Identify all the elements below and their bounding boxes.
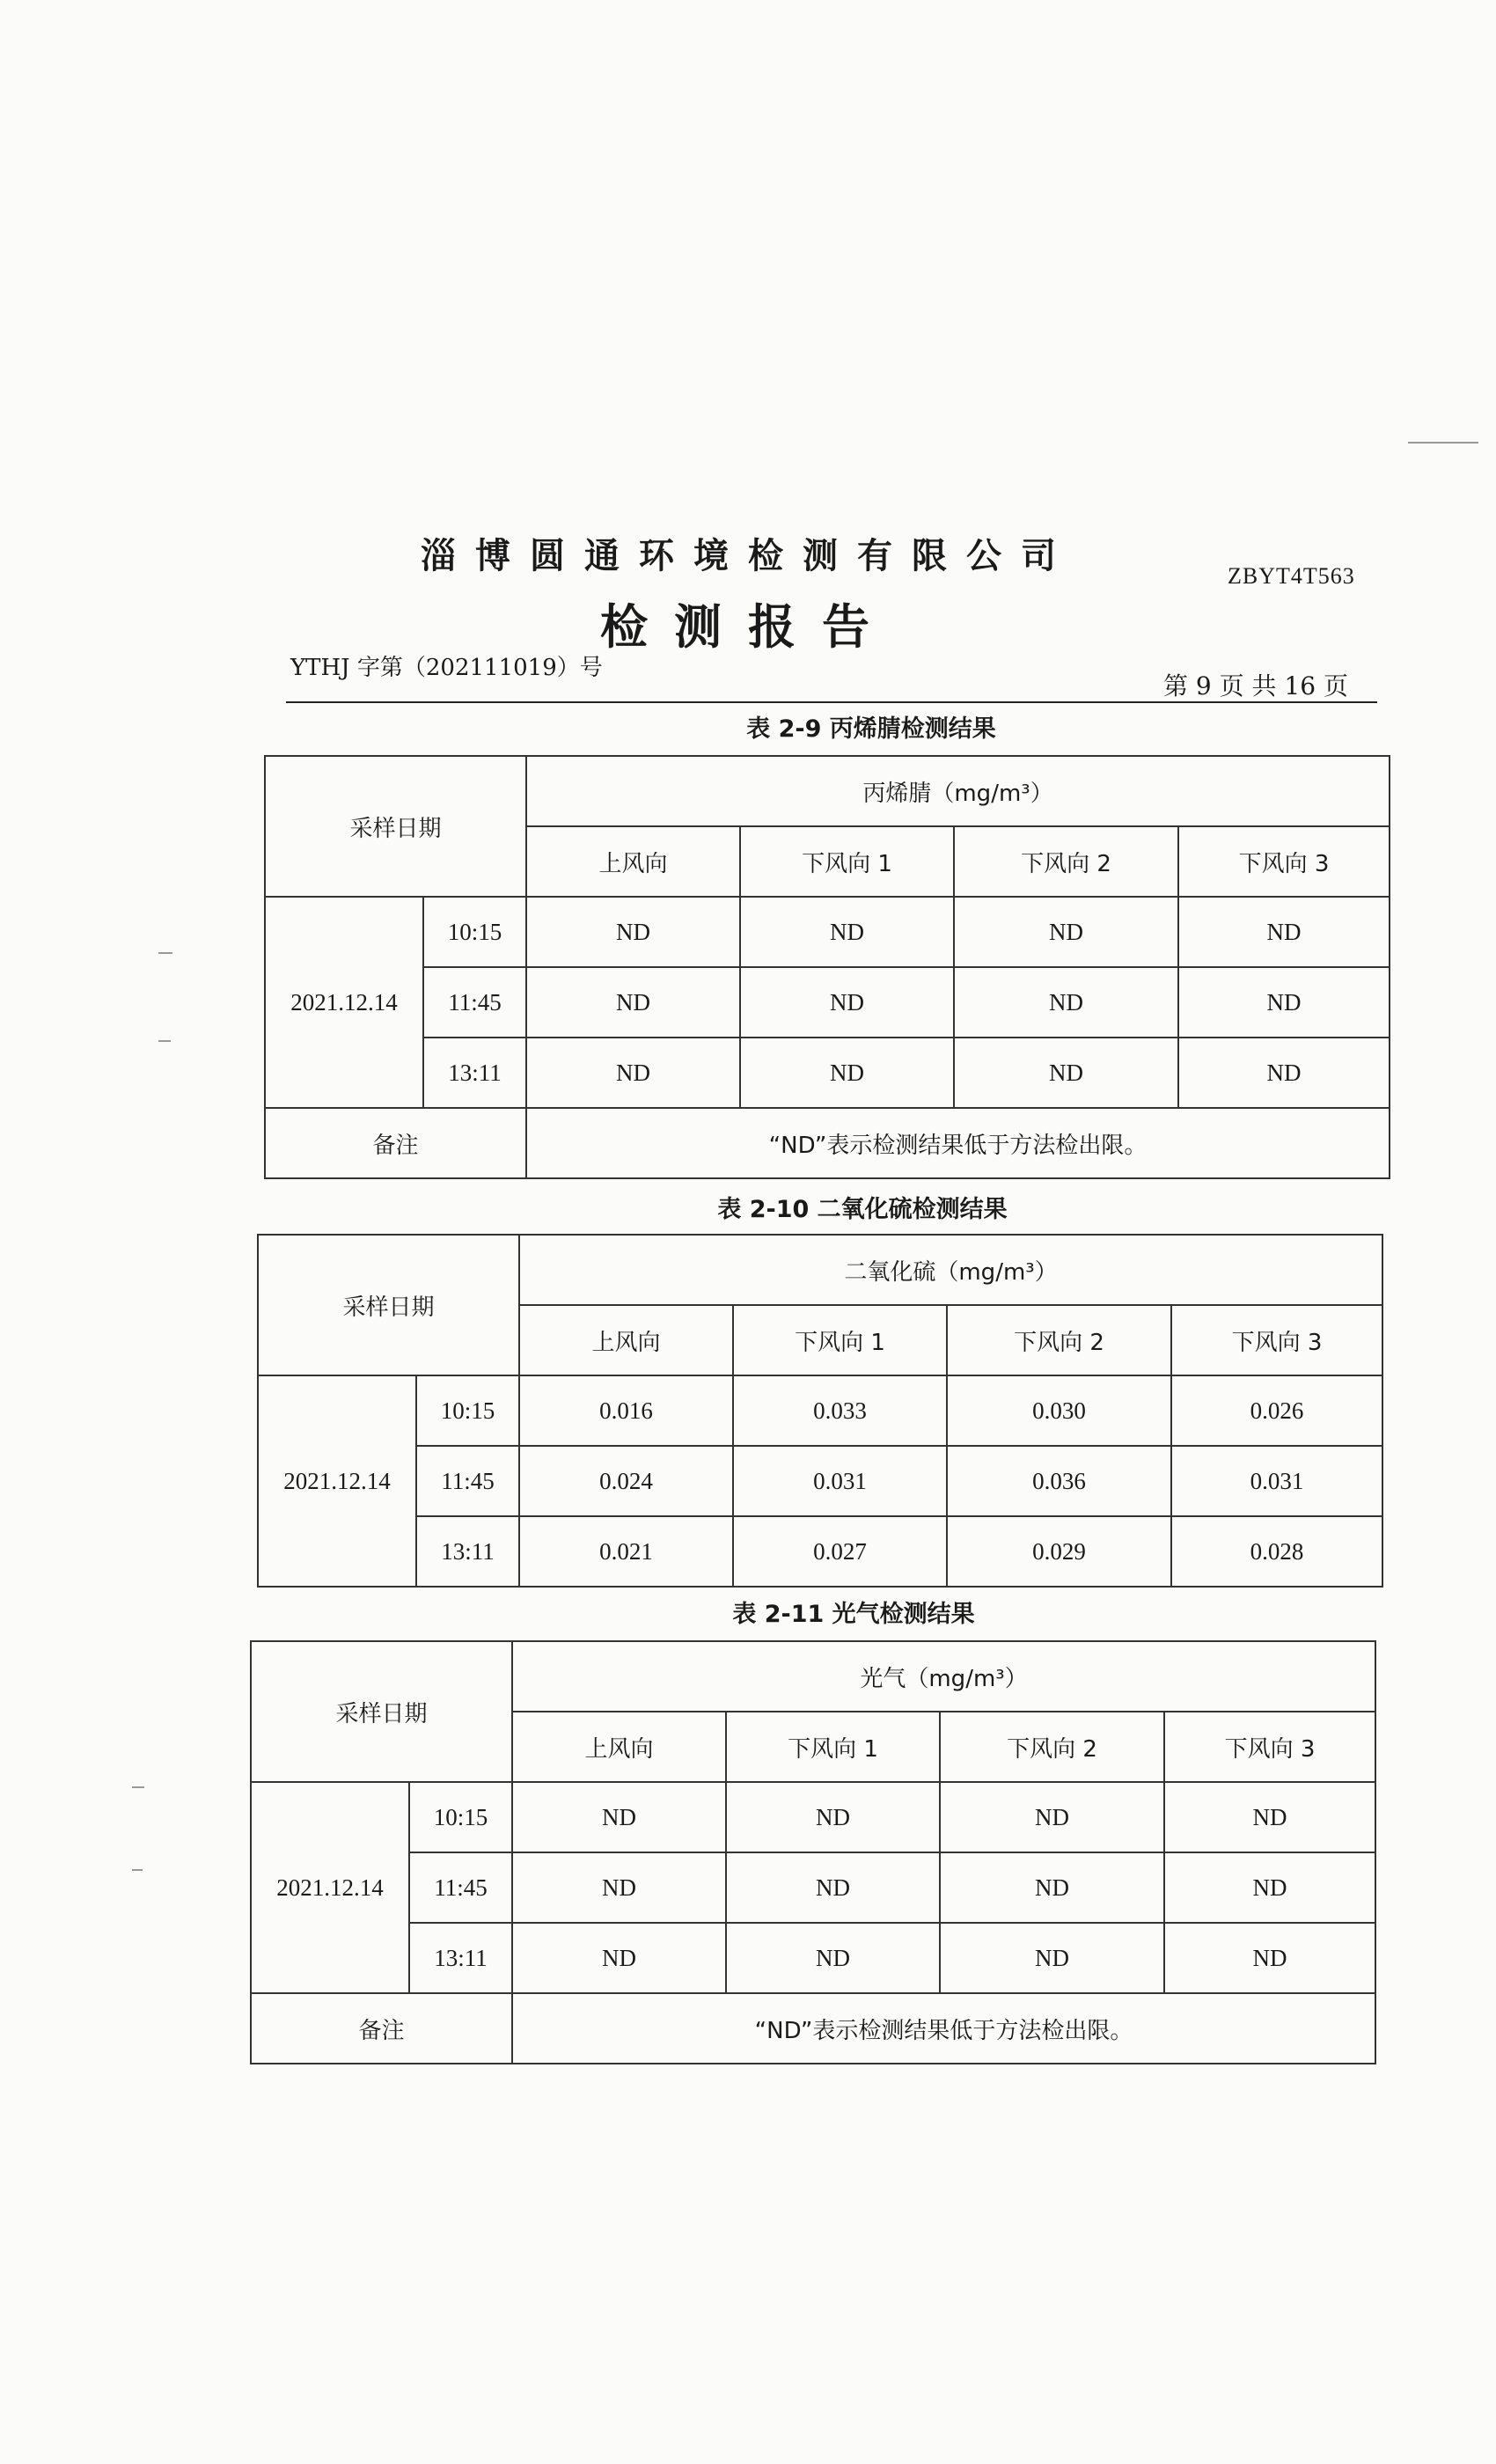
parameter-header: 丙烯腈（mg/m³）	[526, 756, 1390, 826]
note-text: “ND”表示检测结果低于方法检出限。	[512, 1993, 1375, 2064]
sample-time: 10:15	[409, 1782, 512, 1852]
note-label: 备注	[265, 1108, 526, 1178]
value-cell: ND	[1178, 897, 1390, 967]
value-cell: 0.026	[1171, 1375, 1382, 1446]
sample-time: 11:45	[423, 967, 526, 1038]
scan-mark	[132, 1869, 143, 1871]
value-cell: ND	[1164, 1852, 1375, 1923]
direction-header: 下风向 3	[1178, 826, 1390, 897]
value-cell: ND	[740, 967, 954, 1038]
direction-header: 下风向 1	[740, 826, 954, 897]
value-cell: ND	[954, 897, 1178, 967]
direction-header: 上风向	[526, 826, 740, 897]
company-name: 淄博圆通环境检测有限公司	[421, 536, 1075, 576]
header-rule	[286, 701, 1377, 703]
value-cell: ND	[526, 1038, 740, 1108]
scan-mark	[132, 1786, 144, 1788]
value-cell: ND	[940, 1782, 1164, 1852]
direction-header: 下风向 3	[1164, 1712, 1375, 1782]
table-row	[258, 1375, 1382, 1446]
table-row	[265, 1038, 1390, 1108]
table-row	[251, 1852, 1375, 1923]
table-caption: 表 2-9 丙烯腈检测结果	[746, 715, 996, 743]
date-header: 采样日期	[251, 1641, 512, 1782]
sample-date: 2021.12.14	[258, 1375, 416, 1587]
value-cell: ND	[526, 897, 740, 967]
value-cell: ND	[940, 1923, 1164, 1993]
note-row	[265, 1108, 1390, 1178]
direction-header: 上风向	[519, 1305, 733, 1375]
sample-time: 13:11	[423, 1038, 526, 1108]
value-cell: 0.029	[947, 1516, 1171, 1587]
table-row	[258, 1516, 1382, 1587]
direction-header: 下风向 1	[733, 1305, 947, 1375]
value-cell: ND	[954, 1038, 1178, 1108]
value-cell: 0.028	[1171, 1516, 1382, 1587]
report-title: 检测报告	[600, 599, 896, 655]
table-row	[251, 1923, 1375, 1993]
table-row	[265, 967, 1390, 1038]
value-cell: 0.036	[947, 1446, 1171, 1516]
note-label: 备注	[251, 1993, 512, 2064]
value-cell: ND	[954, 967, 1178, 1038]
direction-header: 下风向 2	[947, 1305, 1171, 1375]
result-table-acrylonitrile	[264, 755, 1390, 1179]
value-cell: ND	[512, 1782, 726, 1852]
sample-time: 10:15	[416, 1375, 519, 1446]
sample-date: 2021.12.14	[265, 897, 423, 1108]
value-cell: 0.031	[733, 1446, 947, 1516]
direction-header: 下风向 2	[940, 1712, 1164, 1782]
sample-time: 11:45	[416, 1446, 519, 1516]
value-cell: ND	[1178, 1038, 1390, 1108]
page-number: 第 9 页 共 16 页	[1163, 671, 1348, 700]
direction-header: 上风向	[512, 1712, 726, 1782]
note-row	[251, 1993, 1375, 2064]
report-code: ZBYT4T563	[1228, 563, 1355, 589]
result-table-sulfur-dioxide	[257, 1234, 1383, 1588]
result-table-phosgene	[250, 1640, 1376, 2064]
value-cell: ND	[726, 1923, 940, 1993]
value-cell: ND	[940, 1852, 1164, 1923]
direction-header: 下风向 2	[954, 826, 1178, 897]
scan-mark	[1408, 442, 1478, 444]
date-header: 采样日期	[258, 1235, 519, 1375]
value-cell: 0.030	[947, 1375, 1171, 1446]
parameter-header: 二氧化硫（mg/m³）	[519, 1235, 1382, 1305]
value-cell: ND	[726, 1852, 940, 1923]
value-cell: ND	[1164, 1923, 1375, 1993]
note-text: “ND”表示检测结果低于方法检出限。	[526, 1108, 1390, 1178]
parameter-header: 光气（mg/m³）	[512, 1641, 1375, 1712]
value-cell: ND	[740, 897, 954, 967]
value-cell: ND	[740, 1038, 954, 1108]
direction-header: 下风向 1	[726, 1712, 940, 1782]
value-cell: 0.027	[733, 1516, 947, 1587]
direction-header: 下风向 3	[1171, 1305, 1382, 1375]
sample-time: 13:11	[409, 1923, 512, 1993]
scan-mark	[158, 952, 172, 954]
table-row	[251, 1782, 1375, 1852]
value-cell: ND	[1178, 967, 1390, 1038]
table-row	[258, 1446, 1382, 1516]
value-cell: ND	[526, 967, 740, 1038]
value-cell: 0.024	[519, 1446, 733, 1516]
sample-date: 2021.12.14	[251, 1782, 409, 1993]
table-row	[265, 897, 1390, 967]
value-cell: ND	[512, 1852, 726, 1923]
scan-mark	[158, 1040, 171, 1042]
sample-time: 13:11	[416, 1516, 519, 1587]
value-cell: ND	[1164, 1782, 1375, 1852]
sample-time: 10:15	[423, 897, 526, 967]
value-cell: 0.031	[1171, 1446, 1382, 1516]
value-cell: ND	[512, 1923, 726, 1993]
value-cell: 0.033	[733, 1375, 947, 1446]
date-header: 采样日期	[265, 756, 526, 897]
value-cell: 0.021	[519, 1516, 733, 1587]
report-reference: YTHJ 字第（202111019）号	[290, 655, 603, 681]
value-cell: 0.016	[519, 1375, 733, 1446]
value-cell: ND	[726, 1782, 940, 1852]
table-caption: 表 2-10 二氧化硫检测结果	[717, 1196, 1008, 1223]
sample-time: 11:45	[409, 1852, 512, 1923]
table-caption: 表 2-11 光气检测结果	[732, 1601, 975, 1628]
